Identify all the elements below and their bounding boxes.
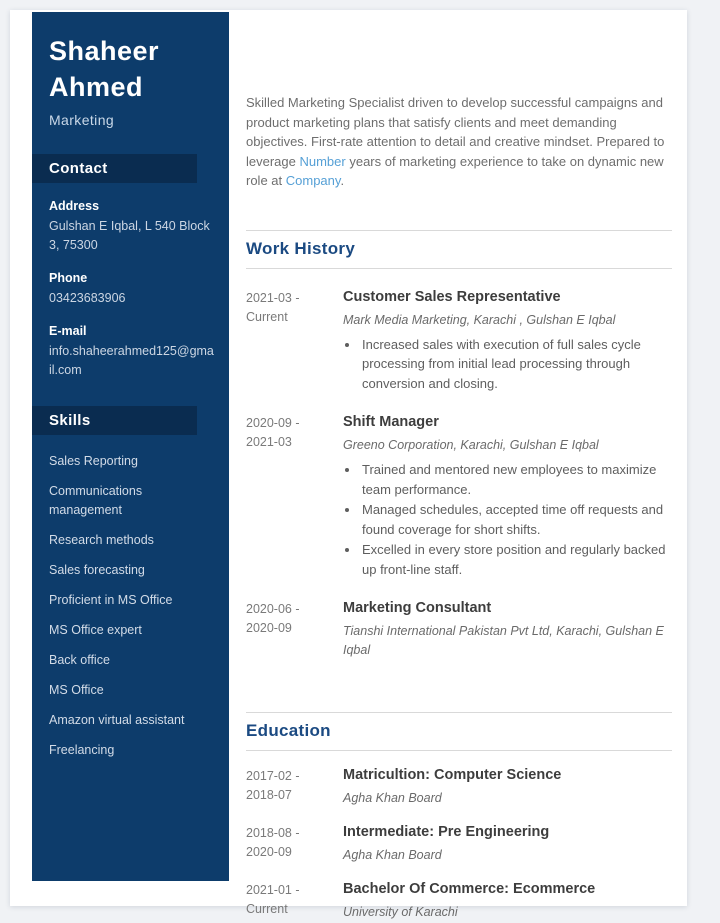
work-entry xyxy=(246,287,672,395)
date-from: 2018-08 - xyxy=(246,826,300,840)
education-entry xyxy=(246,765,672,808)
date-to: 2018-07 xyxy=(246,788,292,802)
date-from: 2020-09 - xyxy=(246,416,300,430)
job-title: Marketing Consultant xyxy=(343,600,492,616)
skills-heading-label: Skills xyxy=(49,412,91,429)
address-value: Gulshan E Iqbal, L 540 Block 3, 75300 xyxy=(49,219,210,252)
work-entry-body xyxy=(343,412,672,580)
summary-text: years of marketing experience to take on dynamic new role at xyxy=(246,153,664,188)
education-section xyxy=(246,712,672,922)
skill-item: Back office xyxy=(49,653,110,667)
skill-item: MS Office expert xyxy=(49,623,142,637)
education-entry-body xyxy=(343,822,672,865)
phone-label: Phone xyxy=(49,271,88,285)
job-bullet: • Managed schedules, accepted time off requests and found coverage for short shifts. xyxy=(360,500,672,539)
contact-address xyxy=(49,197,215,255)
date-to: Current xyxy=(246,309,288,324)
sidebar xyxy=(32,12,229,881)
email-value: info.shaheerahmed125@gmail.com xyxy=(49,344,214,377)
person-name xyxy=(49,33,215,105)
skill-item: Sales forecasting xyxy=(49,563,145,577)
person-job-title: Marketing xyxy=(49,112,115,128)
date-to: 2021-03 xyxy=(246,435,292,449)
skill-item: Proficient in MS Office xyxy=(49,593,173,607)
person-name-line2: Ahmed xyxy=(49,72,144,102)
work-history-section xyxy=(246,230,672,661)
date-to: 2020-09 xyxy=(246,621,292,635)
company-placeholder-link[interactable]: Company xyxy=(285,173,341,188)
address-label: Address xyxy=(49,199,100,213)
date-from: 2021-01 - xyxy=(246,883,300,897)
education-title: Education xyxy=(246,721,331,740)
person-name-line1: Shaheer xyxy=(49,36,160,66)
work-entry-body xyxy=(343,287,672,395)
skill-item: Freelancing xyxy=(49,743,115,757)
contact-section-heading xyxy=(32,154,197,183)
education-header xyxy=(246,712,672,751)
contact-phone xyxy=(49,269,215,308)
job-bullets xyxy=(360,460,672,579)
skills-section-heading xyxy=(32,406,197,435)
school-name: University of Karachi xyxy=(343,905,458,919)
job-bullets xyxy=(360,335,672,394)
education-entry-dates xyxy=(246,765,343,808)
school-name: Agha Khan Board xyxy=(343,791,442,805)
work-history-header xyxy=(246,230,672,269)
education-entry xyxy=(246,822,672,865)
contact-email xyxy=(49,322,215,380)
job-bullet: • Increased sales with execution of full sales cycle processing from initial lead processing through conversion and closing. xyxy=(360,335,672,394)
skills-list xyxy=(49,452,215,760)
degree-title: Intermediate: Pre Engineering xyxy=(343,824,550,840)
work-entry-dates xyxy=(246,287,343,395)
work-entry xyxy=(246,412,672,580)
job-bullet: • Trained and mentored new employees to maximize team performance. xyxy=(360,460,672,499)
date-from: 2017-02 - xyxy=(246,769,300,783)
contact-heading-label: Contact xyxy=(49,160,108,177)
skill-item: Sales Reporting xyxy=(49,454,138,468)
resume-page xyxy=(10,10,687,919)
summary-text: . xyxy=(340,173,345,188)
work-entry-dates xyxy=(246,598,343,660)
email-label: E-mail xyxy=(49,324,87,338)
skill-item: MS Office xyxy=(49,683,104,697)
work-history-title: Work History xyxy=(246,238,356,258)
main-content xyxy=(246,10,672,922)
skill-item: Amazon virtual assistant xyxy=(49,713,185,727)
job-company: Tianshi International Pakistan Pvt Ltd, Karachi, Gulshan E Iqbal xyxy=(343,624,664,657)
education-entry-dates xyxy=(246,879,343,922)
work-entry-dates xyxy=(246,412,343,580)
job-bullet: • Excelled in every store position and regularly backed up front-line staff. xyxy=(360,540,672,579)
date-to: 2020-09 xyxy=(246,845,292,859)
school-name: Agha Khan Board xyxy=(343,848,442,862)
education-entry-body xyxy=(343,879,672,922)
work-entry xyxy=(246,598,672,660)
date-to: Current xyxy=(246,902,288,916)
skill-item: Communications management xyxy=(49,484,143,517)
job-title: Shift Manager xyxy=(343,414,439,430)
degree-title: Matricultion: Computer Science xyxy=(343,767,562,783)
work-entry-body xyxy=(343,598,672,660)
phone-value: 03423683906 xyxy=(49,291,126,305)
number-placeholder-link[interactable]: Number xyxy=(299,153,346,169)
job-company: Mark Media Marketing, Karachi , Gulshan E Iqbal xyxy=(343,312,616,327)
date-from: 2020-06 - xyxy=(246,602,300,616)
education-entry-dates xyxy=(246,822,343,865)
education-entry-body xyxy=(343,765,672,808)
summary-text: Skilled Marketing Specialist driven to develop successful campaigns and product marketing plans that satisfy clients and meet demanding objectives. First-rate attention to detail and creative mindset. Prepared to leverage xyxy=(246,95,665,169)
degree-title: Bachelor Of Commerce: Ecommerce xyxy=(343,881,596,897)
job-title: Customer Sales Representative xyxy=(343,288,561,305)
skill-item: Research methods xyxy=(49,533,154,547)
professional-summary xyxy=(246,93,672,191)
education-entry xyxy=(246,879,672,922)
job-company: Greeno Corporation, Karachi, Gulshan E Iqbal xyxy=(343,438,599,452)
date-from: 2021-03 - xyxy=(246,290,300,305)
